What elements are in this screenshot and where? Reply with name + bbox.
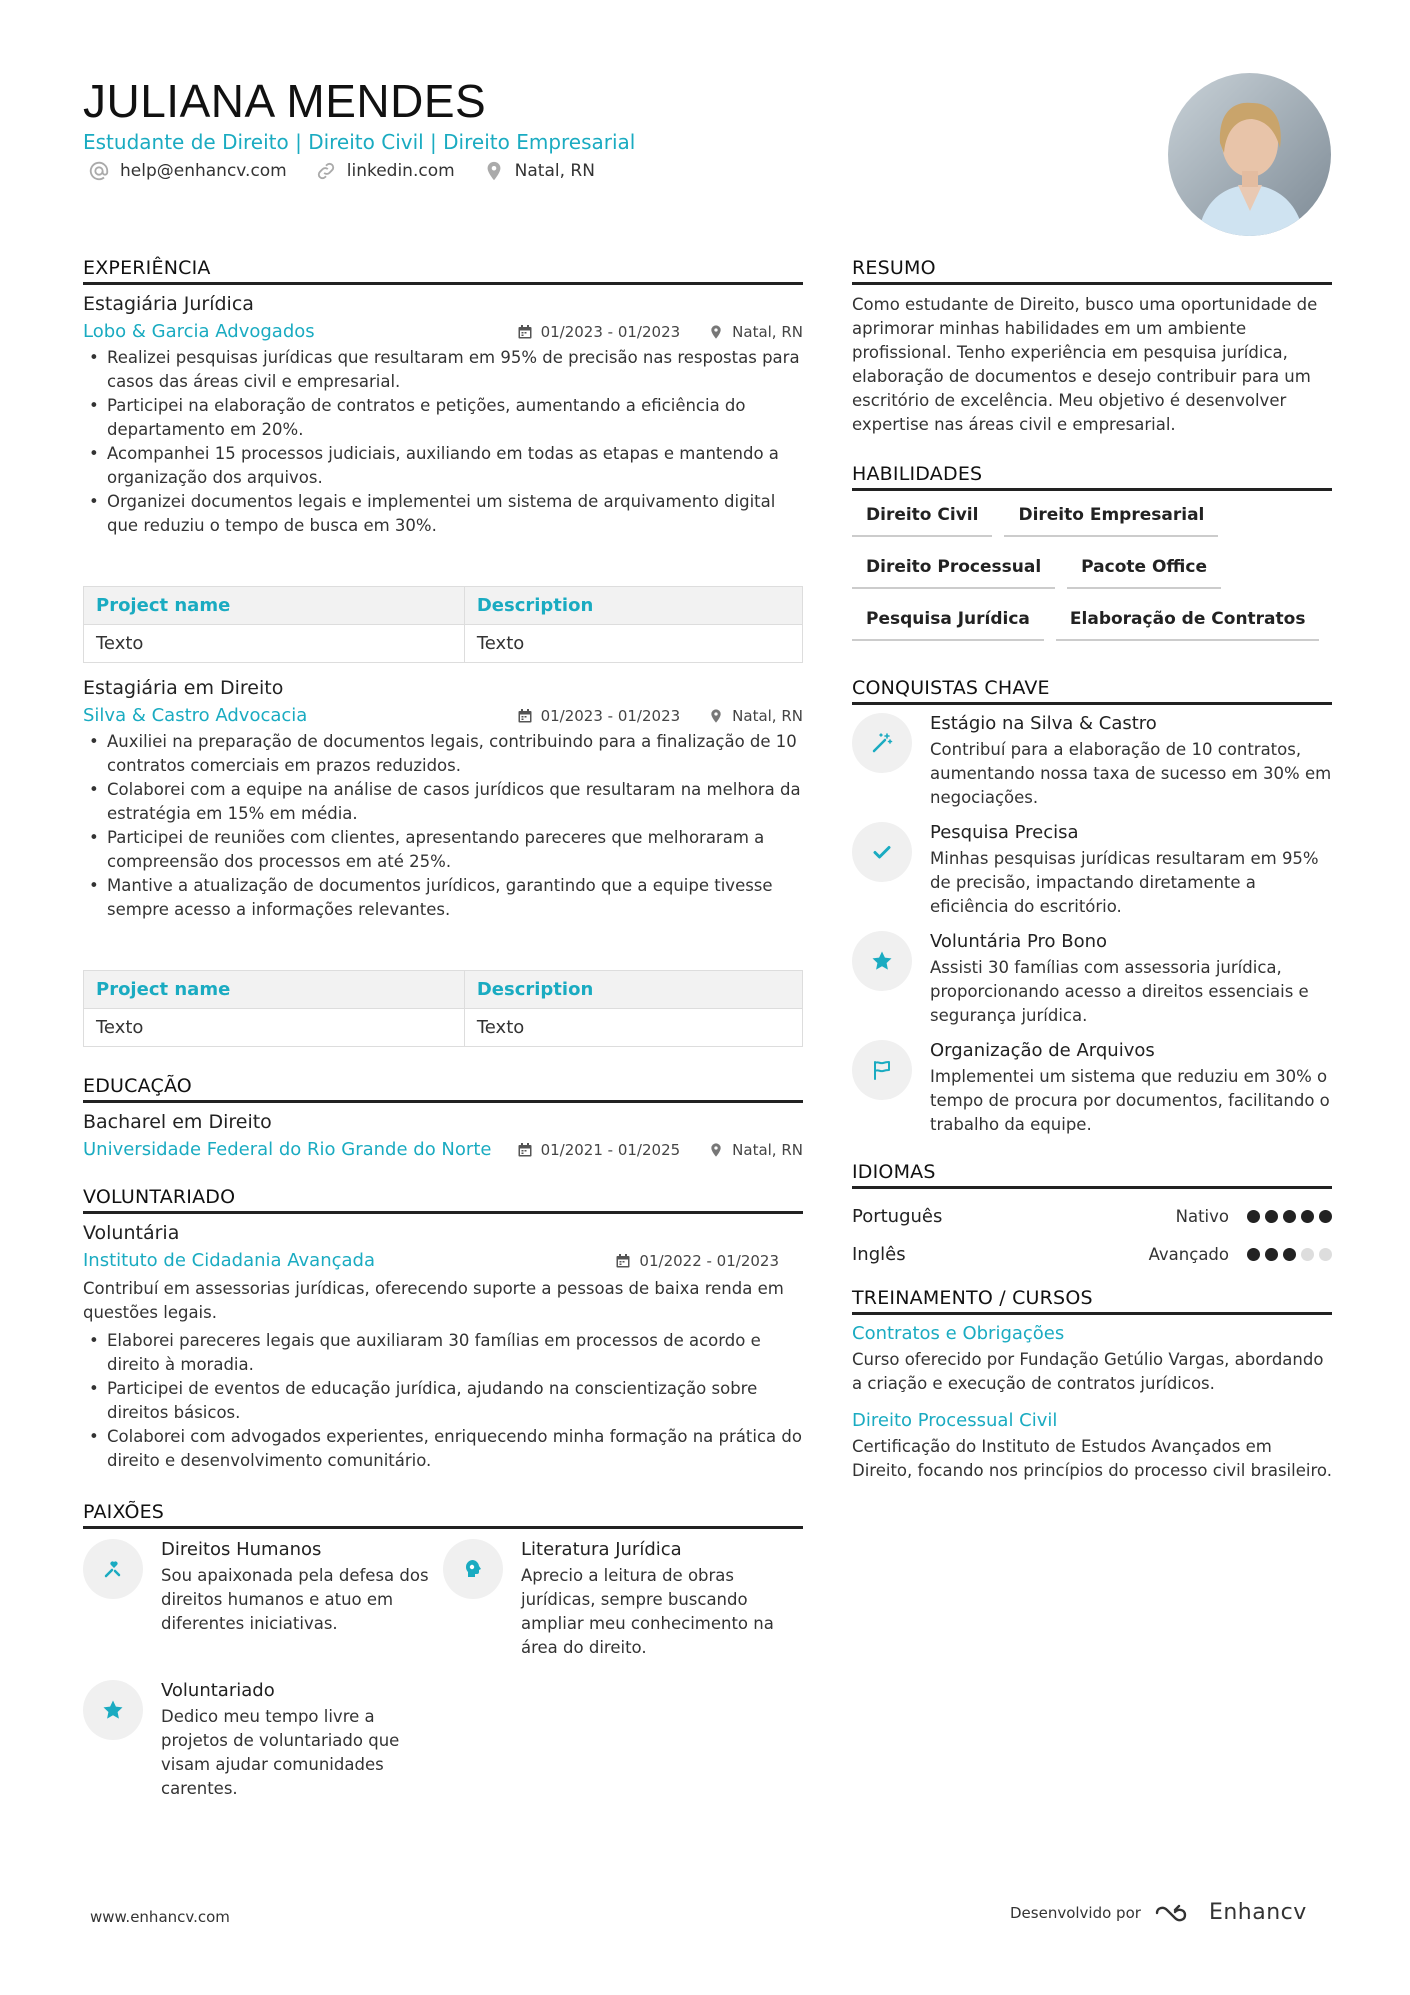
passion-item bbox=[83, 1539, 443, 1660]
achievement-icon-wrap bbox=[852, 1040, 912, 1100]
education-item bbox=[83, 1111, 803, 1160]
email-text: help@enhancv.com bbox=[120, 161, 287, 181]
job-location: Natal, RN bbox=[732, 322, 803, 341]
volunteering-heading: VOLUNTARIADO bbox=[83, 1186, 803, 1214]
rating-dot-filled bbox=[1283, 1248, 1296, 1261]
achievements-heading: CONQUISTAS CHAVE bbox=[852, 677, 1332, 705]
project-name-header: Project name bbox=[84, 971, 465, 1009]
achievements-list bbox=[852, 713, 1332, 1137]
achievement-description: Contribuí para a elaboração de 10 contratos, aumentando nossa taxa de sucesso em 30% em negociações. bbox=[930, 740, 1332, 807]
passion-icon-wrap bbox=[443, 1539, 503, 1599]
hand-heart-icon bbox=[101, 1557, 125, 1581]
footer-branding bbox=[1010, 1900, 1307, 1925]
calendar-icon bbox=[615, 1253, 631, 1269]
summary-heading: RESUMO bbox=[852, 257, 1332, 285]
volunteer-role: Voluntária bbox=[83, 1222, 180, 1244]
achievement-item bbox=[852, 822, 1332, 919]
language-rating bbox=[1247, 1248, 1332, 1261]
checkmark-icon bbox=[870, 840, 894, 864]
project-description-header: Description bbox=[464, 587, 802, 625]
passion-title: Literatura Jurídica bbox=[521, 1539, 682, 1560]
star-icon bbox=[870, 949, 894, 973]
passions-grid bbox=[83, 1539, 803, 1801]
experience-item bbox=[83, 677, 803, 1047]
project-table bbox=[83, 586, 803, 663]
magic-wand-icon bbox=[870, 731, 894, 755]
bullet-item: • Auxiliei na preparação de documentos legais, contribuindo para a finalização de 10 contratos comerciais em prazos reduzidos. bbox=[83, 730, 803, 778]
passions-heading: PAIXÕES bbox=[83, 1501, 803, 1529]
linkedin-text: linkedin.com bbox=[346, 161, 455, 181]
course-description: Curso oferecido por Fundação Getúlio Vargas, abordando a criação e execução de contratos jurídicos. bbox=[852, 1350, 1324, 1393]
candidate-name: JULIANA MENDES bbox=[83, 75, 487, 127]
language-level: Nativo bbox=[1175, 1206, 1229, 1226]
bullet-item: • Participei de eventos de educação jurídica, ajudando na conscientização sobre direitos básicos. bbox=[83, 1377, 803, 1425]
achievement-item bbox=[852, 931, 1332, 1028]
enhancv-logo-icon bbox=[1153, 1901, 1197, 1925]
passion-description: Dedico meu tempo livre a projetos de voluntariado que visam ajudar comunidades carentes. bbox=[161, 1707, 400, 1798]
bullet-item: • Participei na elaboração de contratos e petições, aumentando a eficiência do departamento em 20%. bbox=[83, 394, 803, 442]
contact-email[interactable] bbox=[88, 160, 287, 182]
skills-list bbox=[852, 505, 1332, 641]
rating-dot-filled bbox=[1265, 1210, 1278, 1223]
education-heading: EDUCAÇÃO bbox=[83, 1075, 803, 1103]
contact-row bbox=[88, 160, 595, 182]
project-name-header: Project name bbox=[84, 587, 465, 625]
rating-dot-filled bbox=[1265, 1248, 1278, 1261]
achievement-item bbox=[852, 1040, 1332, 1137]
training-heading: TREINAMENTO / CURSOS bbox=[852, 1287, 1332, 1315]
rating-dot-filled bbox=[1301, 1210, 1314, 1223]
experience-item bbox=[83, 293, 803, 663]
job-title: Estagiária Jurídica bbox=[83, 293, 254, 315]
passion-icon-wrap bbox=[83, 1680, 143, 1740]
job-dates: 01/2023 - 01/2023 bbox=[540, 706, 681, 725]
candidate-headline: Estudante de Direito | Direito Civil | Direito Empresarial bbox=[83, 130, 636, 154]
rating-dot-filled bbox=[1283, 1210, 1296, 1223]
rating-dot-empty bbox=[1301, 1248, 1314, 1261]
passion-item bbox=[443, 1539, 803, 1660]
language-name: Português bbox=[852, 1205, 943, 1227]
experience-heading: EXPERIÊNCIA bbox=[83, 257, 803, 285]
bullet-item: • Mantive a atualização de documentos jurídicos, garantindo que a equipe tivesse sempre acesso a informações relevantes. bbox=[83, 874, 803, 922]
languages-list bbox=[852, 1197, 1332, 1273]
at-icon bbox=[88, 160, 110, 182]
volunteer-bullets bbox=[83, 1329, 803, 1473]
job-dates: 01/2023 - 01/2023 bbox=[540, 322, 681, 341]
company-name: Silva & Castro Advocacia bbox=[83, 705, 308, 726]
location-pin-icon bbox=[708, 324, 724, 340]
job-bullets bbox=[83, 346, 803, 538]
bullet-item: • Acompanhei 15 processos judiciais, auxiliando em todas as etapas e mantendo a organização dos arquivos. bbox=[83, 442, 803, 490]
language-item bbox=[852, 1235, 1332, 1273]
bullet-item: • Elaborei pareceres legais que auxiliaram 30 famílias em processos de acordo e direito à moradia. bbox=[83, 1329, 803, 1377]
passion-title: Direitos Humanos bbox=[161, 1539, 322, 1560]
achievement-description: Minhas pesquisas jurídicas resultaram em 95% de precisão, impactando diretamente a eficiência do escritório. bbox=[930, 849, 1319, 916]
location-pin-icon bbox=[708, 1142, 724, 1158]
passion-description: Aprecio a leitura de obras jurídicas, sempre buscando ampliar meu conhecimento na área do direito. bbox=[521, 1566, 774, 1657]
powered-by-text: Desenvolvido por bbox=[1010, 1903, 1141, 1922]
volunteering-item bbox=[83, 1222, 803, 1473]
rating-dot-filled bbox=[1247, 1248, 1260, 1261]
job-title: Estagiária em Direito bbox=[83, 677, 284, 699]
project-description-header: Description bbox=[464, 971, 802, 1009]
course-title: Direito Processual Civil bbox=[852, 1410, 1058, 1431]
rating-dot-empty bbox=[1319, 1248, 1332, 1261]
contact-linkedin[interactable] bbox=[315, 160, 455, 182]
job-location: Natal, RN bbox=[732, 706, 803, 725]
passion-icon-wrap bbox=[83, 1539, 143, 1599]
calendar-icon bbox=[517, 708, 533, 724]
footer-website[interactable]: www.enhancv.com bbox=[90, 1908, 230, 1926]
passion-item bbox=[83, 1680, 443, 1801]
achievement-title: Voluntária Pro Bono bbox=[930, 931, 1108, 952]
bullet-item: • Colaborei com a equipe na análise de casos jurídicos que resultaram na melhora da estratégia em 15% em média. bbox=[83, 778, 803, 826]
bullet-item: • Participei de reuniões com clientes, apresentando pareceres que melhoraram a compreensão dos processos em até 25%. bbox=[83, 826, 803, 874]
skill-tag: Pacote Office bbox=[1067, 557, 1221, 589]
languages-heading: IDIOMAS bbox=[852, 1161, 1332, 1189]
skill-tag: Direito Processual bbox=[852, 557, 1055, 589]
link-icon bbox=[315, 160, 337, 182]
bullet-item: • Colaborei com advogados experientes, enriquecendo minha formação na prática do direito e desenvolvimento comunitário. bbox=[83, 1425, 803, 1473]
brain-head-icon bbox=[461, 1557, 485, 1581]
achievement-item bbox=[852, 713, 1332, 810]
course-description: Certificação do Instituto de Estudos Avançados em Direito, focando nos princípios do processo civil brasileiro. bbox=[852, 1437, 1332, 1480]
achievement-title: Pesquisa Precisa bbox=[930, 822, 1079, 843]
achievement-icon-wrap bbox=[852, 822, 912, 882]
training-item bbox=[852, 1323, 1332, 1396]
location-pin-icon bbox=[483, 160, 505, 182]
star-icon bbox=[101, 1698, 125, 1722]
location-text: Natal, RN bbox=[514, 161, 595, 181]
rating-dot-filled bbox=[1319, 1210, 1332, 1223]
company-name: Lobo & Garcia Advogados bbox=[83, 321, 315, 342]
rating-dot-filled bbox=[1247, 1210, 1260, 1223]
flag-icon bbox=[870, 1058, 894, 1082]
project-description-cell: Texto bbox=[464, 625, 802, 663]
project-table bbox=[83, 970, 803, 1047]
school-name: Universidade Federal do Rio Grande do Norte bbox=[83, 1139, 492, 1160]
skill-tag: Direito Civil bbox=[852, 505, 992, 537]
project-name-cell: Texto bbox=[84, 1009, 465, 1047]
volunteer-dates: 01/2022 - 01/2023 bbox=[639, 1251, 779, 1270]
achievement-title: Organização de Arquivos bbox=[930, 1040, 1155, 1061]
language-rating bbox=[1247, 1210, 1332, 1223]
brand-name: Enhancv bbox=[1208, 1900, 1307, 1925]
language-level: Avançado bbox=[1148, 1244, 1229, 1264]
achievement-description: Implementei um sistema que reduziu em 30% o tempo de procura por documentos, facilitando o trabalho da equipe. bbox=[930, 1067, 1330, 1134]
skills-heading: HABILIDADES bbox=[852, 463, 1332, 491]
achievement-icon-wrap bbox=[852, 713, 912, 773]
location-pin-icon bbox=[708, 708, 724, 724]
contact-location bbox=[483, 160, 595, 182]
training-list bbox=[852, 1323, 1332, 1483]
bullet-item: • Realizei pesquisas jurídicas que resultaram em 95% de precisão nas respostas para casos das áreas civil e empresarial. bbox=[83, 346, 803, 394]
degree: Bacharel em Direito bbox=[83, 1111, 272, 1133]
education-dates: 01/2021 - 01/2025 bbox=[540, 1140, 681, 1159]
project-description-cell: Texto bbox=[464, 1009, 802, 1047]
calendar-icon bbox=[517, 1142, 533, 1158]
calendar-icon bbox=[517, 324, 533, 340]
education-location: Natal, RN bbox=[732, 1140, 803, 1159]
summary-text: Como estudante de Direito, busco uma oportunidade de aprimorar minhas habilidades em um ambiente profissional. Tenho experiência em pesquisa jurídica, elaboração de documentos e desejo contribuir para um escritório de excelência. Meu objetivo é desenvolver expertise nas áreas civil e empresarial. bbox=[852, 295, 1318, 434]
language-name: Inglês bbox=[852, 1243, 906, 1265]
achievement-description: Assisti 30 famílias com assessoria jurídica, proporcionando acesso a direitos essenciais e segurança jurídica. bbox=[930, 958, 1309, 1025]
passion-description: Sou apaixonada pela defesa dos direitos humanos e atuo em diferentes iniciativas. bbox=[161, 1566, 429, 1633]
achievement-icon-wrap bbox=[852, 931, 912, 991]
profile-photo bbox=[1168, 73, 1331, 236]
skill-tag: Pesquisa Jurídica bbox=[852, 609, 1044, 641]
right-column bbox=[852, 257, 1332, 1483]
volunteer-org: Instituto de Cidadania Avançada bbox=[83, 1250, 376, 1271]
course-title: Contratos e Obrigações bbox=[852, 1323, 1065, 1344]
passion-title: Voluntariado bbox=[161, 1680, 275, 1701]
volunteer-description: Contribuí em assessorias jurídicas, oferecendo suporte a pessoas de baixa renda em questões legais. bbox=[83, 1279, 784, 1322]
bullet-item: • Organizei documentos legais e implementei um sistema de arquivamento digital que reduziu o tempo de busca em 30%. bbox=[83, 490, 803, 538]
project-name-cell: Texto bbox=[84, 625, 465, 663]
skill-tag: Direito Empresarial bbox=[1004, 505, 1218, 537]
left-column bbox=[83, 257, 803, 1801]
training-item bbox=[852, 1410, 1332, 1483]
language-item bbox=[852, 1197, 1332, 1235]
job-bullets bbox=[83, 730, 803, 922]
achievement-title: Estágio na Silva & Castro bbox=[930, 713, 1157, 734]
skill-tag: Elaboração de Contratos bbox=[1056, 609, 1320, 641]
